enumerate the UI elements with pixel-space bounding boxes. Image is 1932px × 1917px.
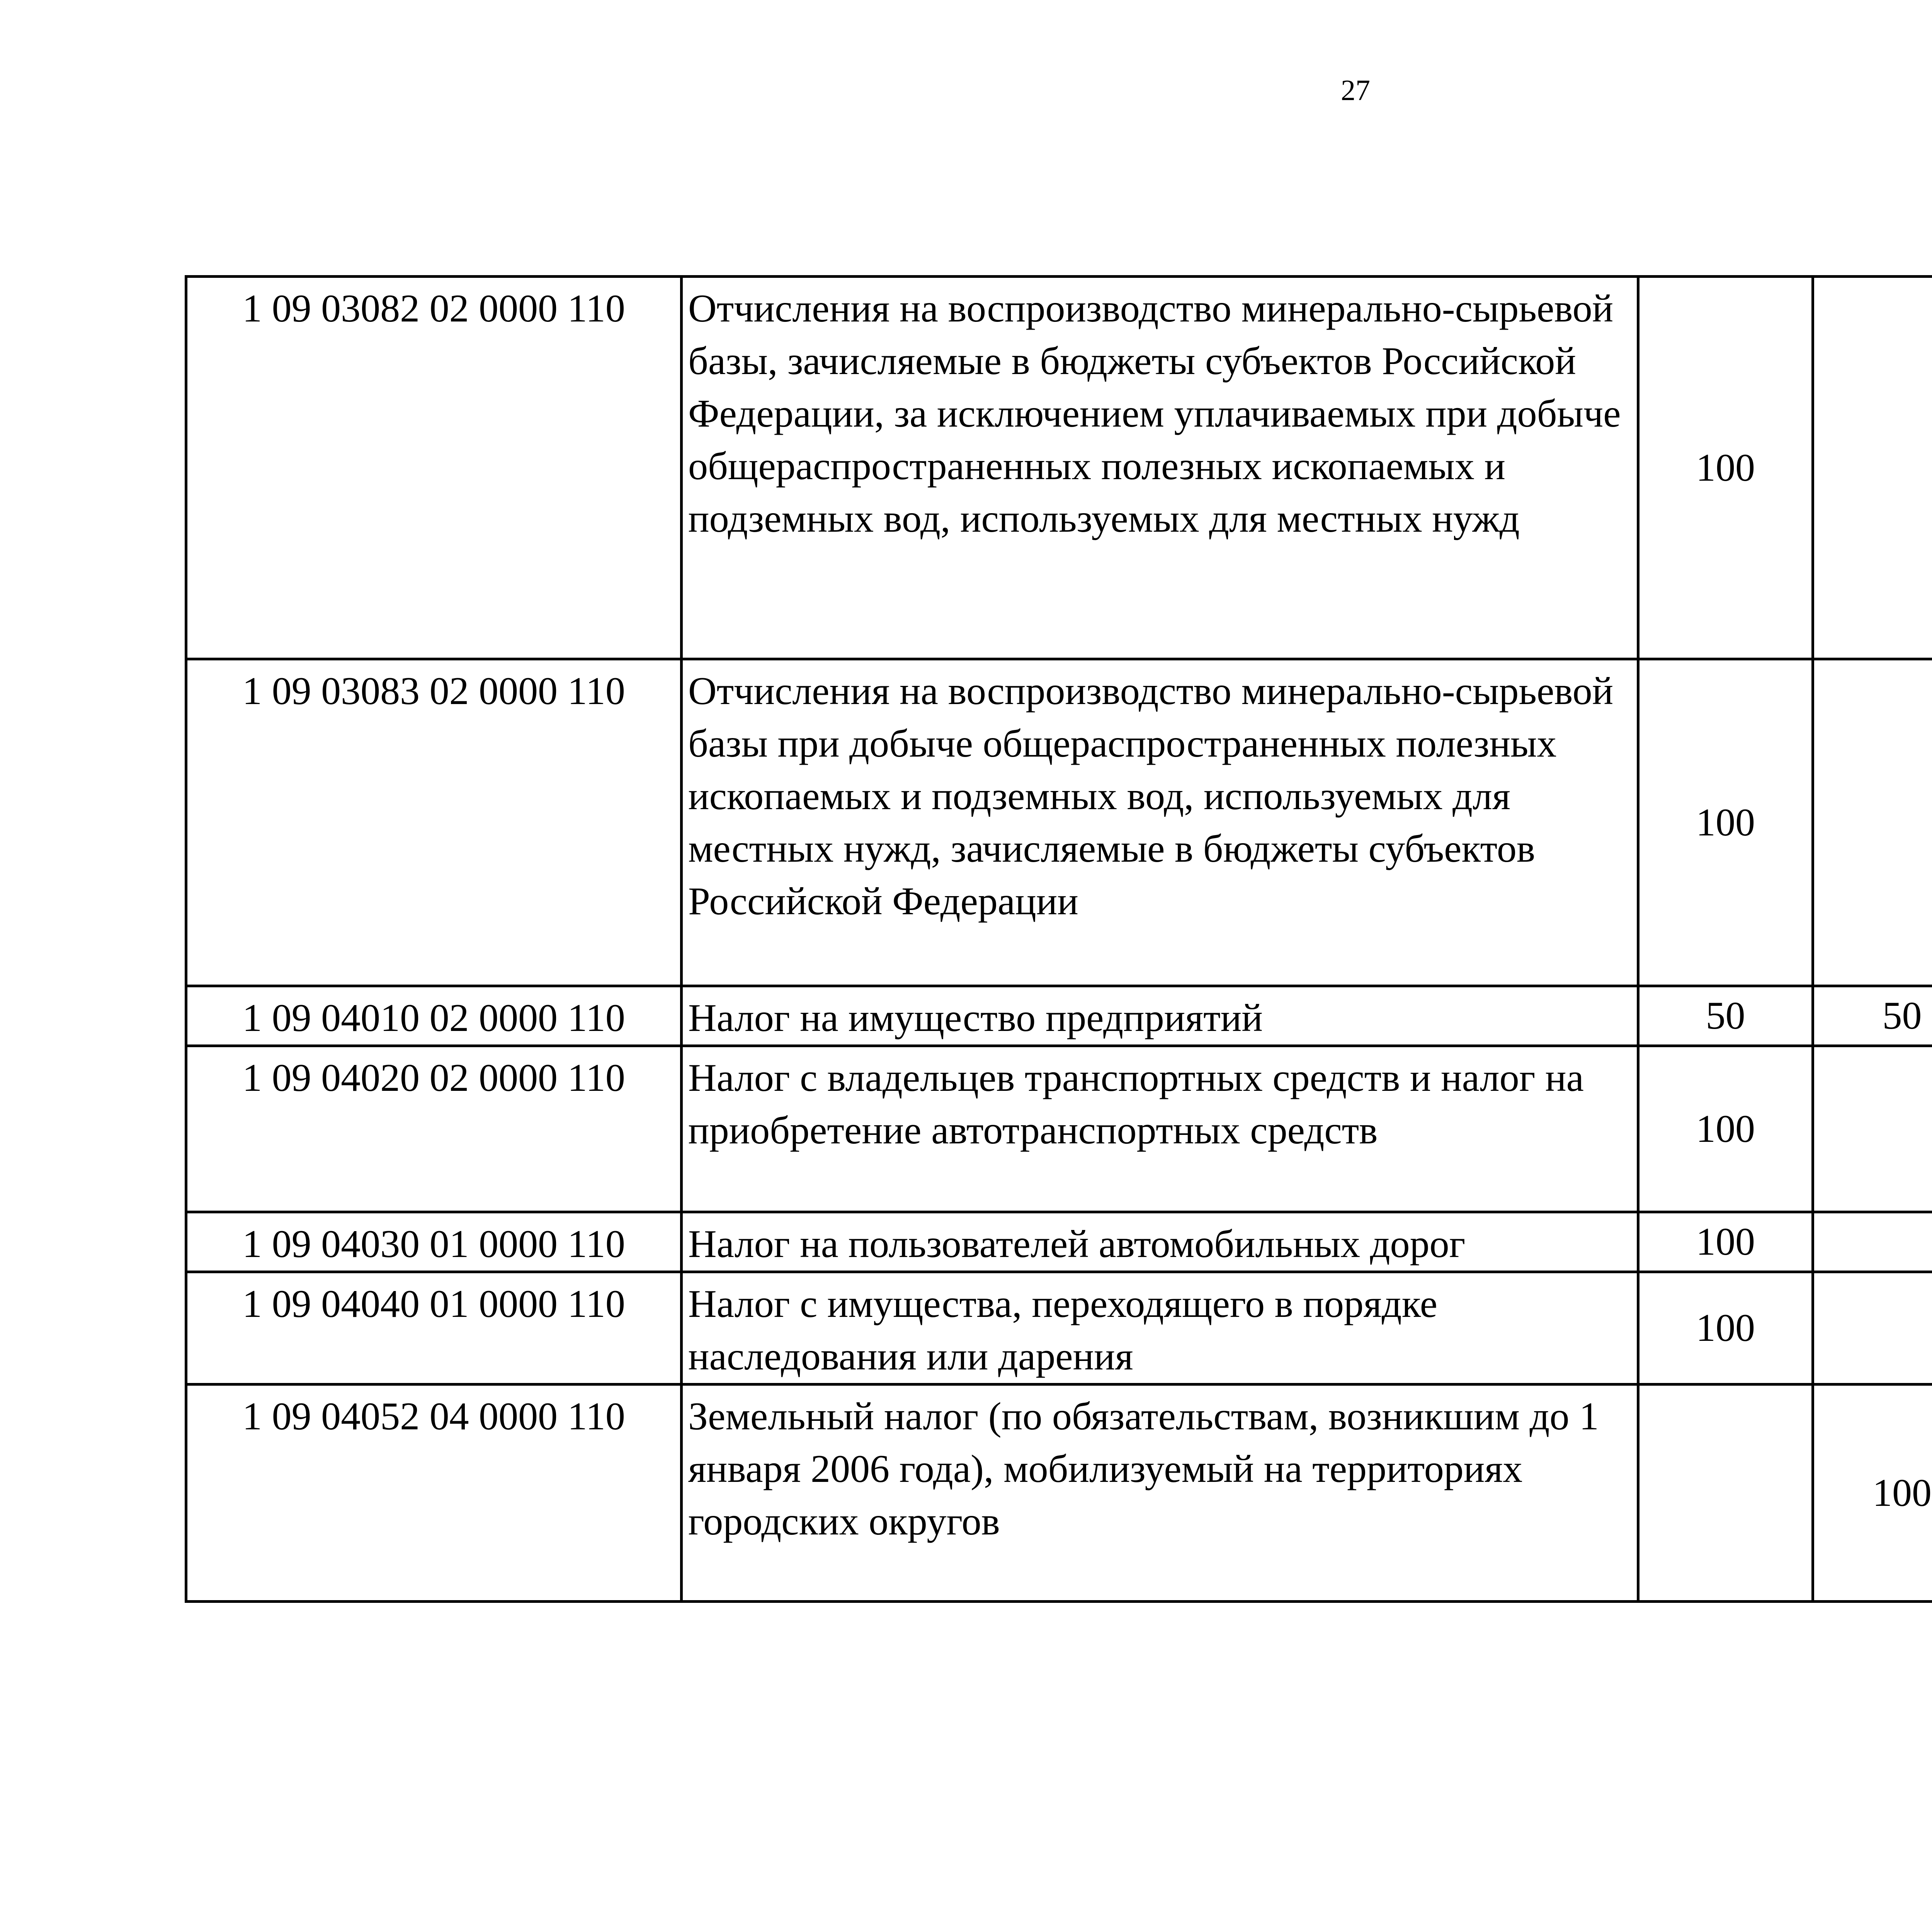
value-cell: 100 xyxy=(1638,1046,1813,1212)
revenue-code-cell: 1 09 04052 04 0000 110 xyxy=(186,1385,682,1602)
value-cell: 100 xyxy=(1638,659,1813,986)
value-cell: 100 xyxy=(1638,1212,1813,1272)
value-cell xyxy=(1638,1385,1813,1602)
revenue-distribution-table xyxy=(185,275,1932,1603)
revenue-name-cell: Налог на имущество предприятий xyxy=(682,986,1638,1046)
value-cell: 100 xyxy=(1813,1385,1932,1602)
revenue-name-cell: Отчисления на воспроизводство минерально-сырьевой базы, зачисляемые в бюджеты субъектов Российской Федерации, за исключением уплачиваемых при добыче общераспространенных полезных ископаемых и подземных вод, используемых для местных нужд xyxy=(682,277,1638,659)
table-row xyxy=(186,1212,1932,1272)
table-row xyxy=(186,659,1932,986)
revenue-name-cell: Налог с имущества, переходящего в порядке наследования или дарения xyxy=(682,1272,1638,1385)
value-cell: 50 xyxy=(1638,986,1813,1046)
value-cell xyxy=(1813,1272,1932,1385)
revenue-name-cell: Налог на пользователей автомобильных дорог xyxy=(682,1212,1638,1272)
value-cell xyxy=(1813,1212,1932,1272)
revenue-code-cell: 1 09 03082 02 0000 110 xyxy=(186,277,682,659)
revenue-code-cell: 1 09 04010 02 0000 110 xyxy=(186,986,682,1046)
value-cell: 50 xyxy=(1813,986,1932,1046)
value-cell xyxy=(1813,1046,1932,1212)
revenue-code-cell: 1 09 04040 01 0000 110 xyxy=(186,1272,682,1385)
value-cell xyxy=(1813,277,1932,659)
table-row xyxy=(186,277,1932,659)
revenue-code-cell: 1 09 03083 02 0000 110 xyxy=(186,659,682,986)
table-row xyxy=(186,1272,1932,1385)
value-cell: 100 xyxy=(1638,277,1813,659)
value-cell xyxy=(1813,659,1932,986)
table-row xyxy=(186,1385,1932,1602)
page-number: 27 xyxy=(1341,74,1370,107)
revenue-name-cell: Налог с владельцев транспортных средств и налог на приобретение автотранспортных средств xyxy=(682,1046,1638,1212)
table-row xyxy=(186,1046,1932,1212)
value-cell: 100 xyxy=(1638,1272,1813,1385)
revenue-name-cell: Земельный налог (по обязательствам, возникшим до 1 января 2006 года), мобилизуемый на территориях городских округов xyxy=(682,1385,1638,1602)
table-row xyxy=(186,986,1932,1046)
revenue-code-cell: 1 09 04020 02 0000 110 xyxy=(186,1046,682,1212)
revenue-name-cell: Отчисления на воспроизводство минерально-сырьевой базы при добыче общераспространенных полезных ископаемых и подземных вод, используемых для местных нужд, зачисляемые в бюджеты субъектов Российской Федерации xyxy=(682,659,1638,986)
revenue-code-cell: 1 09 04030 01 0000 110 xyxy=(186,1212,682,1272)
